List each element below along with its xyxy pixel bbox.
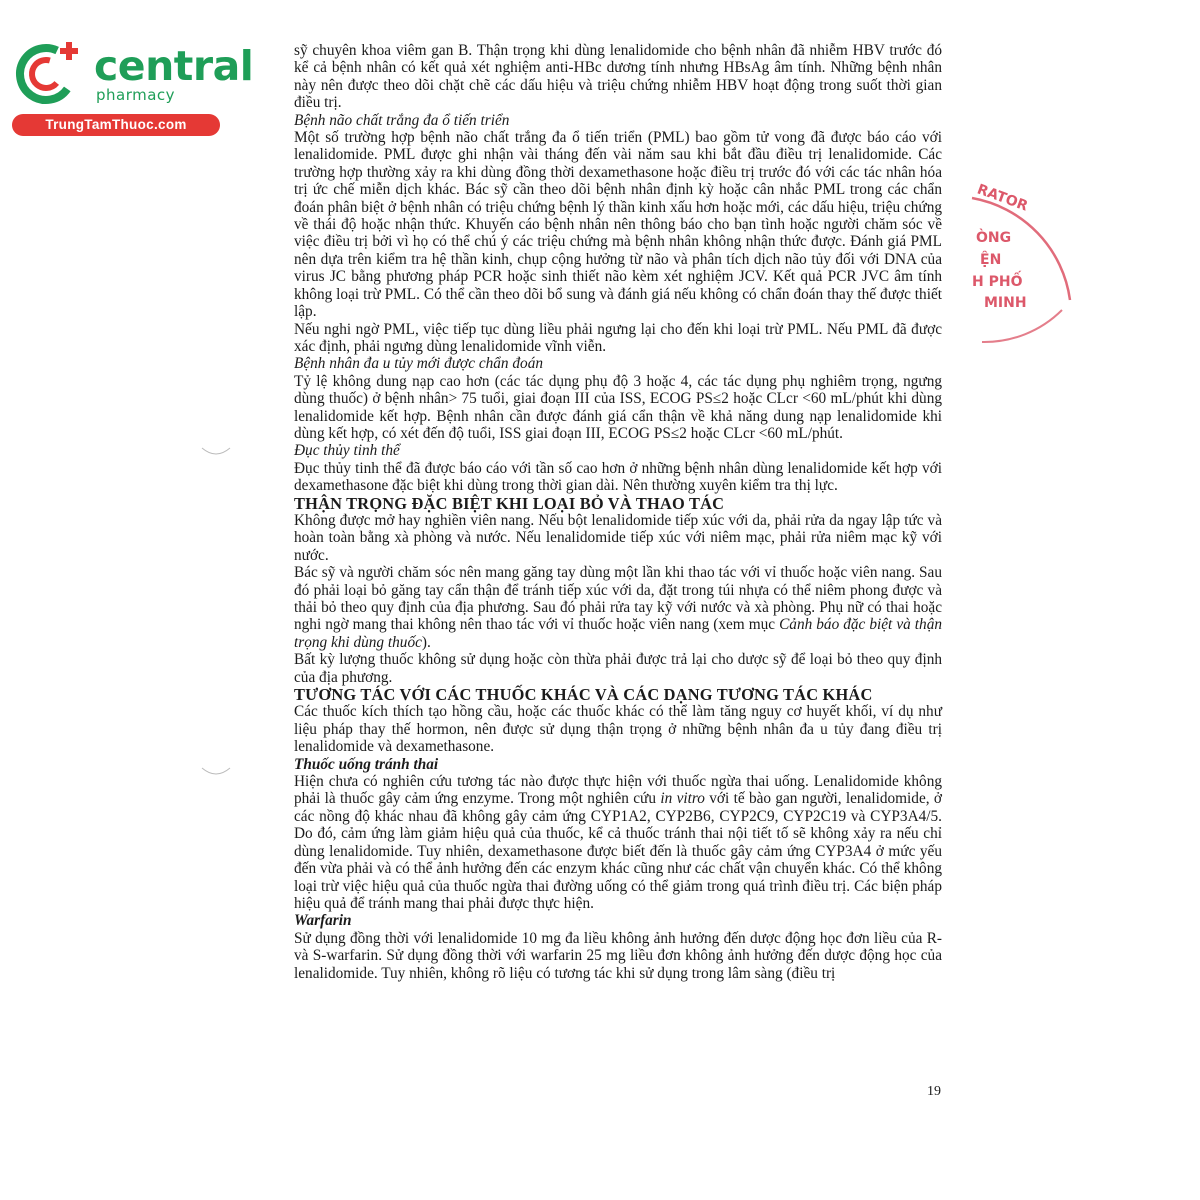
paragraph-handling-1: Không được mở hay nghiền viên nang. Nếu bột lenalidomide tiếp xúc với da, phải rửa da ngay lập tức và hoàn toàn bằng xà phòng và nước. Nếu lenalidomide tiếp xúc với niêm mạc, phải rửa niêm mạc kỹ với nước.	[294, 511, 942, 564]
red-stamp	[962, 180, 1072, 360]
oc-in-vitro: in vitro	[660, 790, 705, 808]
heading-interactions: TƯƠNG TÁC VỚI CÁC THUỐC KHÁC VÀ CÁC DẠNG TƯƠNG TÁC KHÁC	[294, 685, 873, 705]
punch-mark-icon	[200, 766, 232, 778]
pharmacy-cross-logo-icon	[10, 36, 100, 106]
punch-mark-icon	[200, 446, 232, 458]
oc-text-a: Hiện chưa có nghiên cứu tương tác nào được thực hiện với thuốc ngừa thai uống. Lenalidomide không phải là thuốc gây cảm ứng enzyme. Trong một nghiên cứu	[294, 773, 942, 808]
stamp-line-2: ÒNG	[976, 230, 1012, 246]
handling-2-section-ref: Cảnh báo đặc biệt và thận trọng khi dùng thuốc	[294, 616, 943, 651]
oc-text-b: với tế bào gan người, lenalidomide, ở các nồng độ khác nhau đã không gây cảm ứng CYP1A2, CYP2B6, CYP2C9, CYP2C19 và CYP3A4/5. Do đó, cảm ứng làm giảm hiệu quả của thuốc, kể cả thuốc tránh thai nội tiết tố sẽ không xảy ra nếu chỉ dùng lenalidomide. Tuy nhiên, dexamethasone được biết đến là thuốc gây cảm ứng CYP3A4 ở mức yếu đến vừa phải và có thể ảnh hưởng đến các enzym khác cũng như các chất vận chuyển khác. Có thể không loại trừ việc hiệu quả của thuốc ngừa thai đường uống có thể giảm trong quá trình điều trị. Các biện pháp hiệu quả để tránh mang thai phải được thực hiện.	[294, 790, 942, 912]
heading-handling: THẬN TRỌNG ĐẶC BIỆT KHI LOẠI BỎ VÀ THAO TÁC	[294, 493, 725, 513]
logo-subtitle: pharmacy	[96, 86, 176, 104]
page-number: 19	[927, 1084, 941, 1099]
stamp-line-3: ỆN	[980, 252, 1002, 268]
logo-brand-name: central	[94, 42, 254, 90]
subheading-oral-contraceptives: Thuốc uống tránh thai	[294, 755, 439, 773]
stamp-line-4: H PHỐ	[972, 274, 1023, 290]
subheading-cataract: Đục thủy tinh thể	[294, 442, 400, 460]
paragraph-pml-2: Nếu nghi ngờ PML, việc tiếp tục dùng liều phải ngưng lại cho đến khi loại trừ PML. Nếu PML đã được xác định, phải ngưng dùng lenalidomide vĩnh viễn.	[294, 320, 942, 355]
paragraph-warfarin: Sử dụng đồng thời với lenalidomide 10 mg đa liều không ảnh hưởng đến dược động học đơn liều của R- và S-warfarin. Sử dụng đồng thời với warfarin 25 mg liều đơn không ảnh hưởng đến dược động học của lenalidomide. Tuy nhiên, không rõ liệu có tương tác khi sử dụng trong lâm sàng (điều trị	[294, 929, 942, 982]
paragraph-pml: Một số trường hợp bệnh não chất trắng đa ổ tiến triển (PML) bao gồm tử vong đã được báo cáo với lenalidomide. PML được ghi nhận vài tháng đến vài năm sau khi bắt đầu điều trị lenalidomide. Các trường hợp thường xảy ra khi dùng đồng thời dexamethasone hoặc điều trị trước đó với các tác nhân hóa trị ức chế miễn dịch khác. Bác sỹ cần theo dõi bệnh nhân định kỳ hoặc cân nhắc PML trong các chẩn đoán phân biệt ở bệnh nhân có triệu chứng bệnh lý thần kinh xấu hơn hoặc mới, các dấu hiệu, triệu chứng về thái độ hoặc nhận thức. Khuyến cáo bệnh nhân nên thông báo cho bạn tình hoặc người chăm sóc về việc điều trị bởi vì họ có thể chú ý các triệu chứng mà bệnh nhân không nhận thức được. Đánh giá PML nên dựa trên kiểm tra hệ thần kinh, chụp cộng hưởng từ não và phân tích dịch não tủy đối với DNA của virus JC bằng phương pháp PCR hoặc sinh thiết não kèm xét nghiệm JCV. Kết quả PCR JVC âm tính không loại trừ PML. Có thể cần theo dõi bổ sung và đánh giá nếu không có chẩn đoán thay thế được thiết lập.	[294, 129, 942, 321]
handling-2-text-b: ).	[421, 633, 431, 651]
document-body	[294, 42, 942, 982]
subheading-pml: Bệnh não chất trắng đa ổ tiến triển	[294, 111, 510, 129]
subheading-warfarin: Warfarin	[294, 912, 352, 930]
paragraph-interactions-1: Các thuốc kích thích tạo hồng cầu, hoặc các thuốc khác có thể làm tăng nguy cơ huyết khối, ví dụ như liệu pháp thay thế hormon, nên được sử dụng thận trọng ở những bệnh nhân đa u tủy đang điều trị lenalidomide và dexamethasone.	[294, 703, 942, 756]
subheading-multiple-myeloma: Bệnh nhân đa u tủy mới được chẩn đoán	[294, 355, 543, 373]
paragraph-oral-contraceptives	[294, 773, 942, 912]
paragraph-handling-2	[294, 564, 942, 651]
paragraph-cataract: Đục thủy tinh thể đã được báo cáo với tần số cao hơn ở những bệnh nhân dùng lenalidomide kết hợp với dexamethasone đặc biệt khi dùng trong thời gian dài. Nên thường xuyên kiểm tra thị lực.	[294, 459, 942, 495]
central-pharmacy-logo[interactable]	[8, 36, 254, 140]
stamp-line-1: RATOR	[974, 181, 1030, 215]
handling-2-text-a: Bác sỹ và người chăm sóc nên mang găng tay dùng một lần khi thao tác với vỉ thuốc hoặc viên nang. Sau đó phải loại bỏ găng tay cẩn thận để tránh tiếp xúc với da, đặt trong túi nhựa có thể niêm phong được và thải bỏ theo quy định của địa phương. Sau đó phải rửa tay kỹ với nước và xà phòng. Phụ nữ có thai hoặc nghi ngờ mang thai không nên thao tác với vỉ thuốc hoặc viên nang (xem mục	[294, 564, 942, 634]
paragraph-handling-3: Bất kỳ lượng thuốc không sử dụng hoặc còn thừa phải được trả lại cho dược sỹ để loại bỏ theo quy định của địa phương.	[294, 651, 942, 686]
logo-url-badge[interactable]: TrungTamThuoc.com	[12, 114, 220, 136]
paragraph-multiple-myeloma: Tỷ lệ không dung nạp cao hơn (các tác dụng phụ độ 3 hoặc 4, các tác dụng phụ nghiêm trọng, ngưng dùng thuốc) ở bệnh nhân> 75 tuổi, giai đoạn III của ISS, ECOG PS≤2 hoặc CLcr <60 mL/phút khi dùng lenalidomide kết hợp. Bệnh nhân cần được đánh giá cẩn thận về khả năng dung nạp lenalidomide khi dùng kết hợp, có xét đến độ tuổi, ISS giai đoạn III, ECOG PS≤2 hoặc CLcr <60 mL/phút.	[294, 372, 942, 442]
stamp-line-5: MINH	[984, 295, 1027, 311]
paragraph-hbv: sỹ chuyên khoa viêm gan B. Thận trọng khi dùng lenalidomide cho bệnh nhân đã nhiễm HBV trước đó kể cả bệnh nhân có kết quả xét nghiệm anti-HBc dương tính nhưng HBsAg âm tính. Những bệnh nhân này nên được theo dõi chặt chẽ các dấu hiệu và triệu chứng nhiễm HBV hoạt động trong suốt thời gian điều trị.	[294, 42, 942, 112]
